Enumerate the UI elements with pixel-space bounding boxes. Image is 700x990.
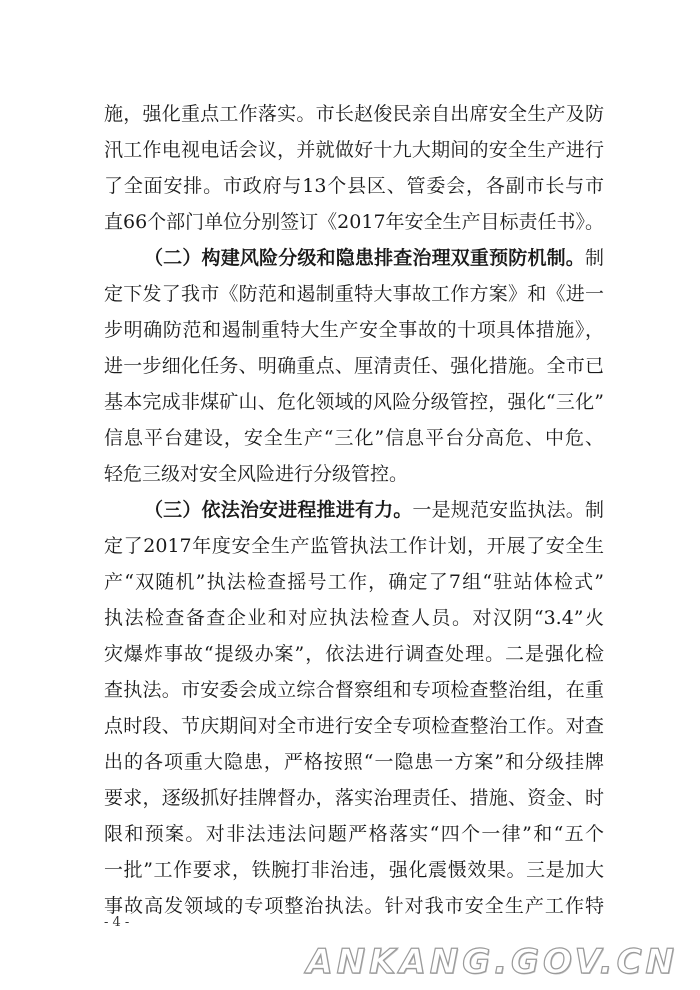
text-line: 了全面安排。市政府与13个县区、管委会，各副市长与市 [104,175,604,197]
text-line: 汛工作电视电话会议，并就做好十九大期间的安全生产进行 [104,139,604,161]
paragraph-3-heading: （三）依法治安进程推进有力。 [144,499,413,521]
paragraph-2-lead: 制 [584,247,604,269]
text-line: 一批”工作要求，铁腕打非治违，强化震慑效果。三是加大 [104,859,604,881]
text-line: 步明确防范和遏制重特大生产安全事故的十项具体措施》， [104,319,604,341]
paragraph-2-heading: （二）构建风险分级和隐患排查治理双重预防机制。 [144,247,585,269]
text-line: 进一步细化任务、明确重点、厘清责任、强化措施。全市已 [104,355,604,377]
text-line: 直66个部门单位分别签订《2017年安全生产目标责任书》。 [104,211,604,233]
text-line: 轻危三级对安全风险进行分级管控。 [104,463,409,485]
text-line: 限和预案。对非法违法问题严格落实“四个一律”和“五个 [104,823,604,845]
text-line: 事故高发领域的专项整治执法。针对我市安全生产工作特 [104,895,604,917]
page-number: - 4 - [104,915,130,930]
text-line: 出的各项重大隐患，严格按照“一隐患一方案”和分级挂牌 [104,751,604,773]
text-line: 灾爆炸事故“提级办案”，依法进行调查处理。二是强化检 [104,643,604,665]
text-line: 基本完成非煤矿山、危化领域的风险分级管控，强化“三化” [104,391,604,413]
text-line: 施，强化重点工作落实。市长赵俊民亲自出席安全生产及防 [104,103,604,125]
body-text [104,96,604,924]
text-line: 要求，逐级抓好挂牌督办，落实治理责任、措施、资金、时 [104,787,604,809]
watermark-logo: ANKANG.GOV.CN [306,942,678,982]
paragraph-3-heading-line [104,492,604,528]
text-line: 执法检查备查企业和对应执法检查人员。对汉阴“3.4”火 [104,607,604,629]
text-line: 点时段、节庆期间对全市进行安全专项检查整治工作。对查 [104,715,604,737]
paragraph-2-heading-line [104,240,604,276]
text-line: 信息平台建设，安全生产“三化”信息平台分高危、中危、 [104,427,604,449]
text-line: 产“双随机”执法检查摇号工作，确定了7组“驻站体检式” [104,571,604,593]
text-line: 定下发了我市《防范和遏制重特大事故工作方案》和《进一 [104,283,604,305]
text-line: 查执法。市安委会成立综合督察组和专项检查整治组，在重 [104,679,604,701]
paragraph-3-lead: 一是规范安监执法。制 [412,499,604,521]
text-line: 定了2017年度安全生产监管执法工作计划，开展了安全生 [104,535,604,557]
